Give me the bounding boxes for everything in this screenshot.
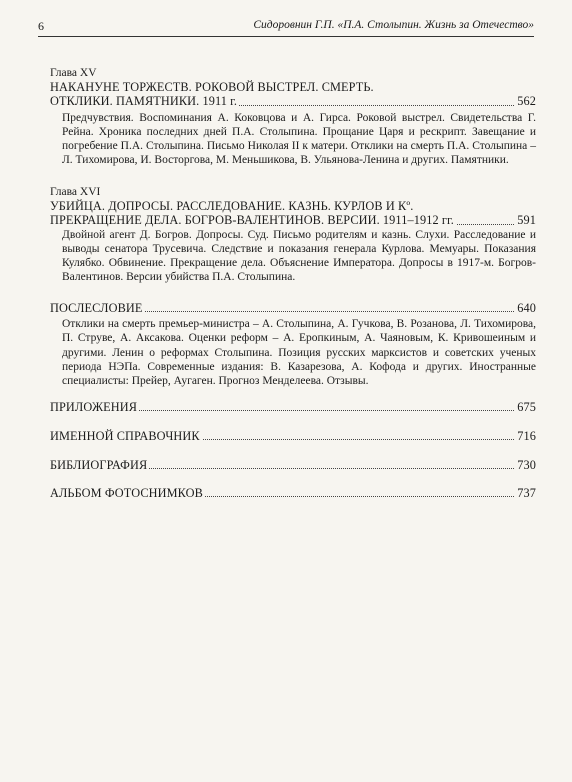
toc-afterword bbox=[50, 301, 536, 388]
entry-title: ПРИЛОЖЕНИЯ bbox=[50, 400, 138, 414]
entry-line[interactable] bbox=[50, 458, 536, 472]
page-ref: 562 bbox=[514, 94, 536, 108]
page-ref: 640 bbox=[514, 301, 536, 315]
running-header bbox=[38, 18, 534, 37]
page-ref: 730 bbox=[514, 458, 536, 472]
toc-entry-photo-album bbox=[50, 486, 536, 500]
entry-line[interactable] bbox=[50, 400, 536, 414]
entry-line[interactable] bbox=[50, 429, 536, 443]
page-ref: 675 bbox=[514, 400, 536, 414]
chapter-description: Двойной агент Д. Богров. Допросы. Суд. Письмо родителям и казнь. Слухи. Расследование и выводы сенатора Трусевича. Следствие и показания генерала Курлова. Мемуары. Показания Кулябко. Обвинение. Прекращение дела. Объяснение Императора. Допросы в 1917-м. Богров-Валентинов. Версии убийства П.А. Столыпина. bbox=[62, 228, 536, 284]
chapter-label: Глава XVI bbox=[50, 186, 101, 198]
chapter-description: Предчувствия. Воспоминания А. Коковцова и А. Гирса. Роковой выстрел. Свидетельства Г. Рейна. Хроника последних дней П.А. Столыпина. Прощание Царя и рескрипт. Завещание и погребение П.А. Столыпина. Письмо Николая II к матери. Отклики на смерть П.А. Столыпина – Л. Тихомирова, И. Восторгова, М. Меньшикова, В. Ульянова-Ленина и других. Памятники. bbox=[62, 111, 536, 167]
chapter-title-line1: УБИЙЦА. ДОПРОСЫ. РАССЛЕДОВАНИЕ. КАЗНЬ. КУРЛОВ И Кº. bbox=[50, 199, 414, 214]
toc-entry-appendices bbox=[50, 400, 536, 414]
chapter-title-line2[interactable] bbox=[50, 94, 536, 108]
entry-line[interactable] bbox=[50, 486, 536, 500]
chapter-title-text: ОТКЛИКИ. ПАМЯТНИКИ. 1911 г. bbox=[50, 94, 238, 109]
page-ref: 716 bbox=[514, 429, 536, 443]
toc-entry-name-index bbox=[50, 429, 536, 443]
toc-entry-bibliography bbox=[50, 458, 536, 472]
toc-chapter-15 bbox=[50, 66, 536, 167]
page-ref: 737 bbox=[514, 486, 536, 500]
chapter-title-line1: НАКАНУНЕ ТОРЖЕСТВ. РОКОВОЙ ВЫСТРЕЛ. СМЕРТЬ. bbox=[50, 80, 374, 95]
afterword-title-line[interactable] bbox=[50, 301, 536, 315]
entry-title: АЛЬБОМ ФОТОСНИМКОВ bbox=[50, 486, 203, 500]
entry-title: БИБЛИОГРАФИЯ bbox=[50, 458, 148, 472]
chapter-label: Глава XV bbox=[50, 67, 97, 79]
entry-title: ИМЕННОЙ СПРАВОЧНИК bbox=[50, 429, 200, 443]
page-ref: 591 bbox=[514, 213, 536, 227]
toc-chapter-16 bbox=[50, 185, 536, 284]
running-title: Сидоровнин Г.П. «П.А. Столыпин. Жизнь за Отечество» bbox=[253, 19, 534, 31]
chapter-title-text: ПРЕКРАЩЕНИЕ ДЕЛА. БОГРОВ-ВАЛЕНТИНОВ. ВЕРСИИ. 1911–1912 гг. bbox=[50, 213, 454, 228]
page-number: 6 bbox=[38, 19, 44, 33]
chapter-title-line2[interactable] bbox=[50, 213, 536, 227]
afterword-title: ПОСЛЕСЛОВИЕ bbox=[50, 301, 143, 315]
afterword-description: Отклики на смерть премьер-министра – А. Столыпина, А. Гучкова, В. Розанова, Л. Тихомирова, П. Струве, А. Аксакова. Оценки реформ – А. Еропкиным, А. Чаяновым, К. Кривошеиным и другими. Ленин о реформах Столыпина. Позиция русских марксистов и советских ученых периода НЭПа. Современные издания: В. Казарезова, А. Кофода и других. Иностранные специалисты: Прейер, Аугаген. Прогноз Менделеева. Отзывы. bbox=[62, 318, 536, 388]
